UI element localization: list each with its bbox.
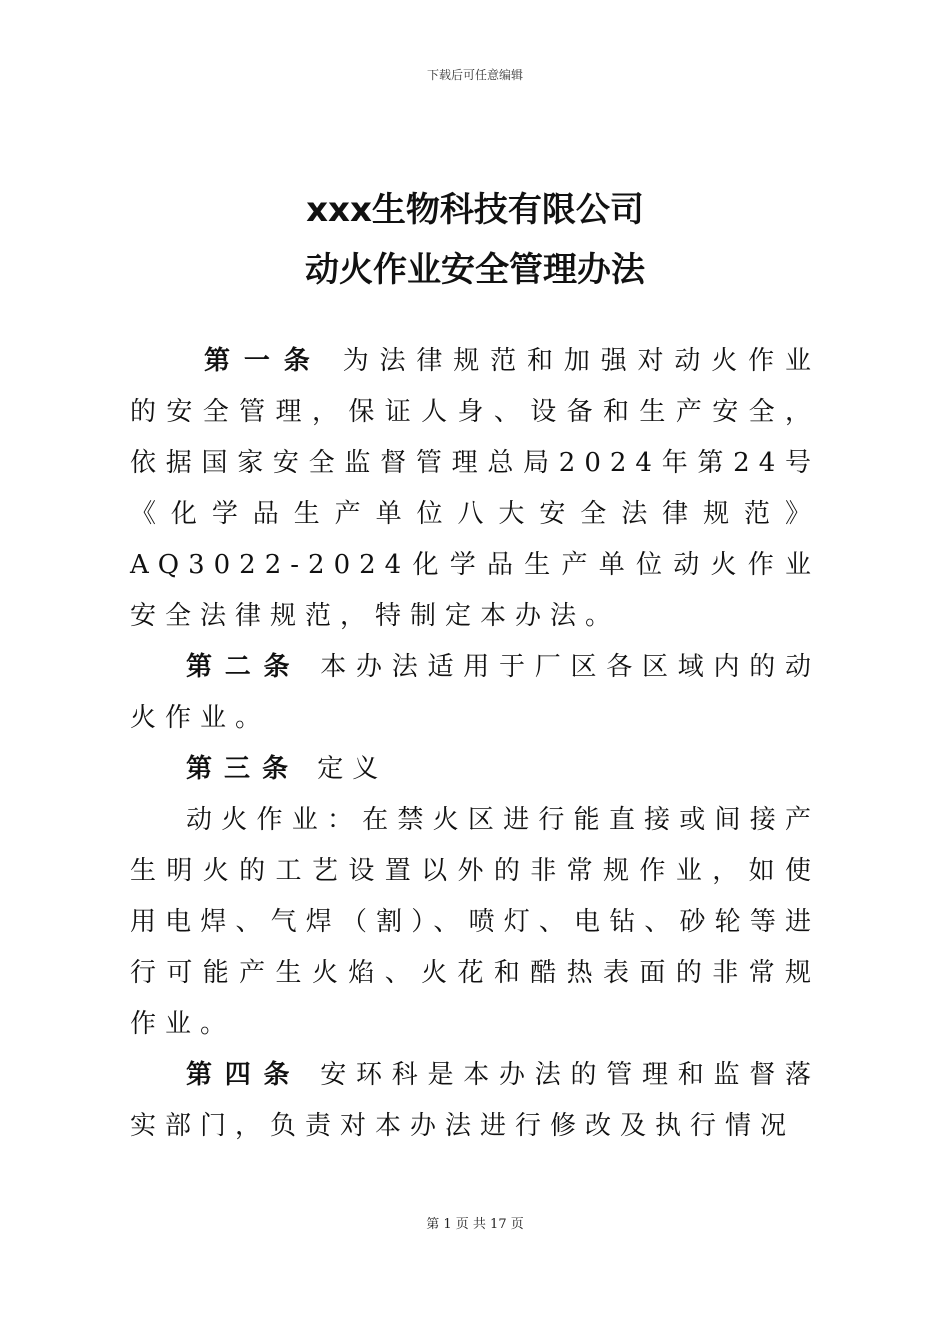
article-3: [130, 744, 820, 795]
article-1-number: 第一条: [204, 346, 324, 376]
page-footer-pagination: 第 1 页 共 17 页: [426, 1217, 524, 1232]
article-1-text: 为法律规范和加强对动火作业的安全管理，保证人身、设备和生产安全，依据国家安全监督管理总局2024年第24号《化学品生产单位八大安全法律规范》AQ3022-2024化学品生产单位动火作业安全法律规范，特制定本办法。: [130, 346, 820, 631]
document-title-company: xxx生物科技有限公司: [306, 190, 644, 230]
article-2-number: 第二条: [186, 652, 303, 682]
article-1: [130, 336, 820, 642]
article-3-text: 定义: [317, 754, 388, 784]
article-4-text: 安环科是本办法的管理和监督落实部门，负责对本办法进行修改及执行情况: [130, 1060, 820, 1141]
article-4: [130, 1050, 820, 1152]
page-header-note: 下载后可任意编辑: [426, 68, 523, 82]
document-title-policy: 动火作业安全管理办法: [305, 250, 645, 290]
article-2-text: 本办法适用于厂区各区域内的动火作业。: [130, 652, 820, 733]
article-3-definition: [130, 795, 820, 1050]
article-3-number: 第三条: [186, 754, 301, 784]
definition-text: 动火作业：在禁火区进行能直接或间接产生明火的工艺设置以外的非常规作业，如使用电焊、气焊（割）、喷灯、电钻、砂轮等进行可能产生火焰、火花和酷热表面的非常规作业。: [130, 805, 820, 1039]
article-2: [130, 642, 820, 744]
document-body: [130, 336, 820, 1152]
article-4-number: 第四条: [186, 1060, 303, 1090]
